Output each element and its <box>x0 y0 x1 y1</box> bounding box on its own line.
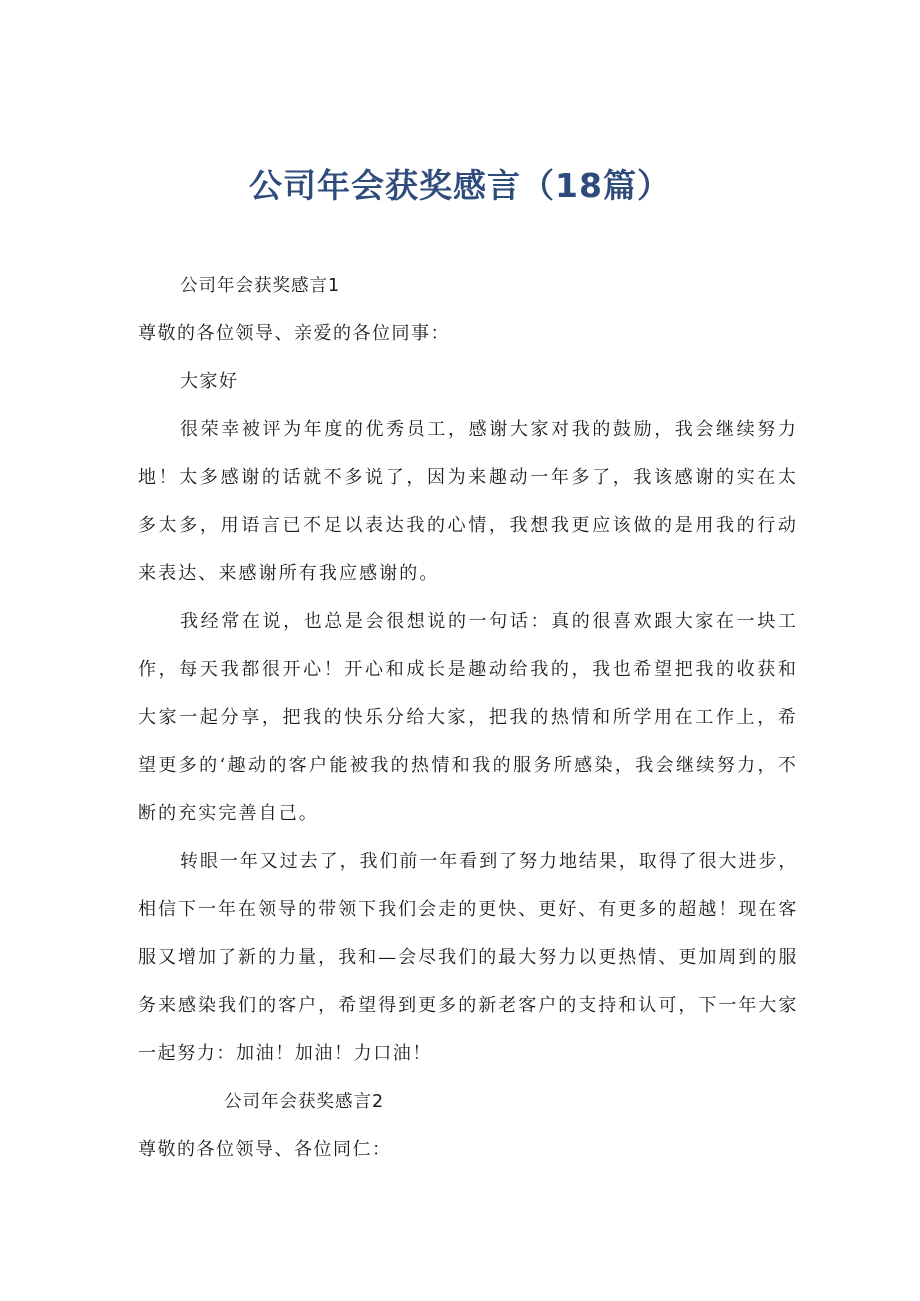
paragraph-3: 转眼一年又过去了，我们前一年看到了努力地结果，取得了很大进步，相信下一年在领导的带领下我们会走的更快、更好、有更多的超越！现在客服又增加了新的力量，我和—会尽我们的最大努力以更热情、更加周到的服务来感染我们的客户，希望得到更多的新老客户的支持和认可，下一年大家一起努力：加油！加油！力口油！ <box>138 851 798 1064</box>
document-body <box>138 262 798 1174</box>
salutation-2: 尊敬的各位领导、各位同仁： <box>138 1139 392 1160</box>
section-heading-2: 公司年会获奖感言2 <box>224 1092 385 1112</box>
salutation-1: 尊敬的各位领导、亲爱的各位同事： <box>138 323 450 344</box>
section-heading-1: 公司年会获奖感言1 <box>180 276 341 296</box>
document-title: 公司年会获奖感言（18篇） <box>249 166 671 205</box>
paragraph-1: 很荣幸被评为年度的优秀员工，感谢大家对我的鼓励，我会继续努力地！太多感谢的话就不多说了，因为来趣动一年多了，我该感谢的实在太多太多，用语言已不足以表达我的心情，我想我更应该做的是用我的行动来表达、来感谢所有我应感谢的。 <box>138 419 798 584</box>
paragraph-2: 我经常在说，也总是会很想说的一句话：真的很喜欢跟大家在一块工作，每天我都很开心！开心和成长是趣动给我的，我也希望把我的收获和大家一起分享，把我的快乐分给大家，把我的热情和所学用在工作上，希望更多的‘趣动的客户能被我的热情和我的服务所感染，我会继续努力，不断的充实完善自己。 <box>138 611 798 824</box>
greeting-1: 大家好 <box>180 371 239 392</box>
